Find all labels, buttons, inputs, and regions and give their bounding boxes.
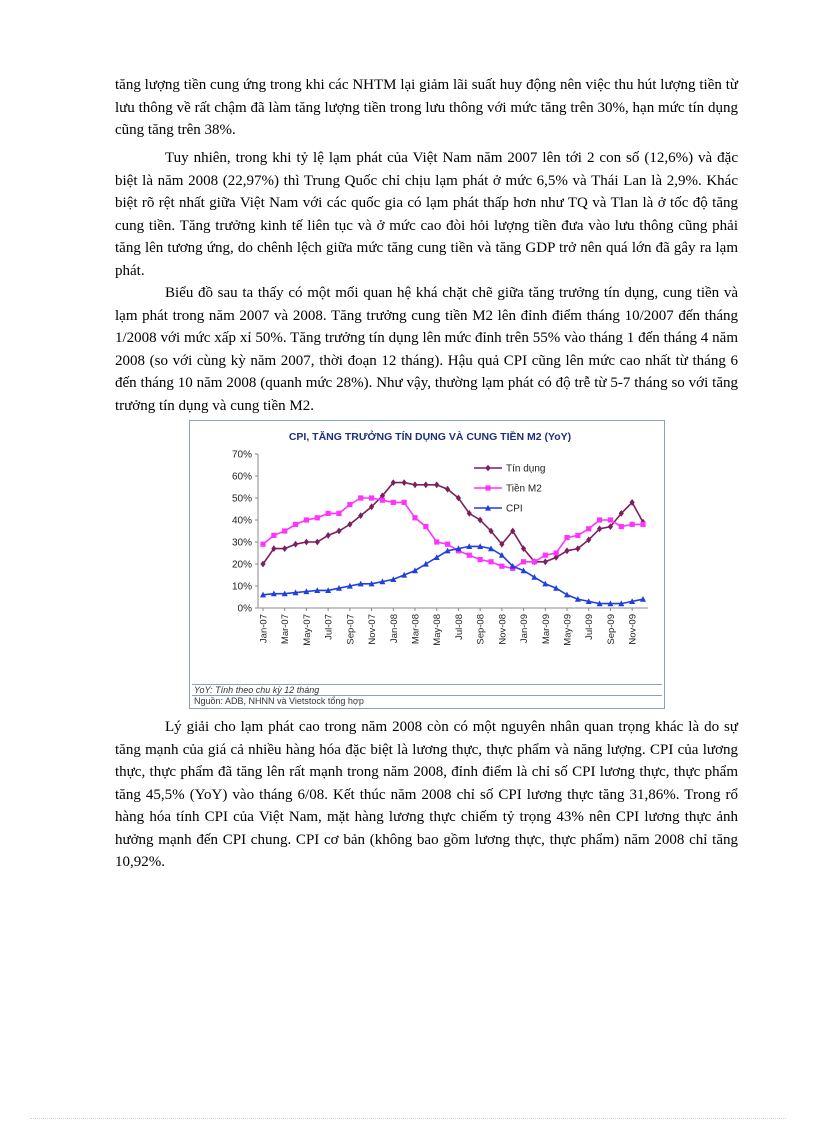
data-point-ti-n-m2 [402,500,407,505]
x-tick-label: Jul-07 [323,614,335,640]
data-point-t-n-d-ng [402,479,407,486]
data-point-ti-n-m2 [467,553,472,558]
data-point-ti-n-m2 [554,550,559,555]
data-point-t-n-d-ng [304,539,309,546]
series-line-cpi [263,546,643,603]
legend-marker-ti-n-m2 [485,485,490,490]
paragraph-2: Tuy nhiên, trong khi tỷ lệ lạm phát của Việt Nam năm 2007 lên tới 2 con số (12,6%) và đặc biệt là năm 2008 (22,97%) thì Trung Quốc chỉ chịu lạm phát ở mức 6,5% và Thái Lan là 2,9%. Khác biệt rõ rệt nhất giữa Việt Nam với các quốc gia có lạm phát thấp hơn như TQ và Tlan là ở tốc độ tăng cung tiền. Tăng trưởng kinh tế liên tục và ở mức cao đòi hỏi lượng tiền đưa vào lưu thông cũng phải tăng lên tương ứng, do chênh lệch giữa mức tăng cung tiền và tăng GDP trở nên quá lớn đã gây ra lạm phát. [115,150,738,279]
paragraph-1: tăng lượng tiền cung ứng trong khi các NHTM lại giảm lãi suất huy động nên việc thu hút lượng tiền từ lưu thông về rất chậm đã làm tăng lượng tiền trong lưu thông với mức tăng trên 30%, hạn mức tín dụng cũng tăng trên 38%. [115,77,738,138]
y-tick-label: 40% [231,515,252,527]
chart-title: CPI, TĂNG TRƯỞNG TÍN DỤNG VÀ CUNG TIỀN M2 (YoY) [288,431,572,443]
data-point-ti-n-m2 [532,559,537,564]
chart-canvas [190,421,664,683]
data-point-cpi [542,581,548,587]
data-point-t-n-d-ng [293,541,298,548]
data-point-ti-n-m2 [488,559,493,564]
series-cpi [260,543,646,606]
data-point-t-n-d-ng [336,528,341,535]
chart-source: Nguồn: ADB, NHNN và Vietstock tổng hợp [192,695,662,706]
y-tick-label: 30% [231,537,252,549]
data-point-ti-n-m2 [260,542,265,547]
x-tick-label: Nov-08 [497,614,509,645]
data-point-cpi [499,552,505,558]
data-point-ti-n-m2 [336,511,341,516]
x-tick-label: Mar-09 [540,614,552,645]
data-point-ti-n-m2 [391,500,396,505]
x-tick-label: May-09 [562,614,574,646]
data-point-t-n-d-ng [315,539,320,546]
data-point-ti-n-m2 [326,511,331,516]
chart-footer [192,684,662,707]
x-tick-label: May-08 [432,614,444,646]
paragraph-4: Lý giải cho lạm phát cao trong năm 2008 còn có một nguyên nhân quan trọng khác là do sự tăng mạnh của giá cả nhiều hàng hóa đặc biệt là lương thực, thực phẩm và năng lượng. CPI của lương thực, thực phẩm đã tăng lên rất mạnh trong năm 2008, đỉnh điểm là chỉ số CPI lương thực, thực phẩm tăng 45,5% (YoY) vào tháng 6/08. Kết thúc năm 2008 chỉ số CPI lương thực tăng 31,86%. Trong rổ hàng hóa tính CPI của Việt Nam, mặt hàng lương thực chiếm tỷ trọng 43% nên CPI lương thực ảnh hưởng mạnh đến CPI chung. CPI cơ bản (không bao gồm lương thực, thực phẩm) năm 2008 chỉ tăng 10,92%. [115,719,738,870]
data-point-ti-n-m2 [575,533,580,538]
x-tick-label: Mar-07 [280,614,292,645]
data-point-ti-n-m2 [640,522,645,527]
chart-figure [189,420,665,709]
x-tick-label: May-07 [301,614,313,646]
data-point-ti-n-m2 [304,517,309,522]
y-tick-label: 50% [231,493,252,505]
x-tick-label: Jul-08 [453,614,465,640]
x-tick-label: Nov-07 [367,614,379,645]
y-tick-labels [232,450,252,615]
data-point-t-n-d-ng [326,532,331,539]
chart-series [260,479,646,606]
x-tick-label: Nov-09 [627,614,639,645]
data-point-ti-n-m2 [564,535,569,540]
paragraph-3: Biểu đồ sau ta thấy có một mối quan hệ khá chặt chẽ giữa tăng trưởng tín dụng, cung tiền và lạm phát trong năm 2007 và 2008. Tăng trưởng cung tiền M2 lên đỉnh điểm tháng 10/2007 đến tháng 1/2008 với mức xấp xỉ 50%. Tăng trưởng tín dụng lên mức đỉnh trên 55% vào tháng 1 đến tháng 4 năm 2008 (so với cùng kỳ năm 2007, thời đoạn 12 tháng). Hậu quả CPI cũng lên mức cao nhất từ tháng 6 đến tháng 10 năm 2008 (quanh mức 28%). Như vậy, thường lạm phát có độ trễ từ 5-7 tháng so với tăng trưởng tín dụng và cung tiền M2. [115,285,738,414]
series-line-ti-n-m2 [263,498,643,568]
data-point-cpi [412,567,418,573]
data-point-cpi [531,574,537,580]
data-point-t-n-d-ng [412,481,417,488]
y-tick-label: 20% [231,559,252,571]
series-t-n-d-ng [260,479,645,567]
data-point-ti-n-m2 [380,498,385,503]
legend-label-ti-n-m2: Tiền M2 [506,483,542,495]
legend-label-cpi: CPI [506,503,523,515]
data-point-cpi [434,554,440,560]
data-point-ti-n-m2 [412,515,417,520]
x-tick-label: Jan-07 [258,614,270,644]
legend-marker-t-n-d-ng [485,465,490,472]
y-tick-label: 70% [231,449,252,461]
data-point-ti-n-m2 [445,542,450,547]
data-point-ti-n-m2 [282,528,287,533]
data-point-cpi [423,561,429,567]
chart-legend [474,464,545,515]
legend-label-t-n-d-ng: Tín dụng [506,463,546,475]
data-point-ti-n-m2 [499,564,504,569]
data-point-ti-n-m2 [315,515,320,520]
x-tick-label: Sep-09 [605,614,617,645]
data-point-ti-n-m2 [358,495,363,500]
data-point-ti-n-m2 [293,522,298,527]
data-point-t-n-d-ng [564,547,569,554]
y-tick-label: 0% [237,603,252,615]
chart-footnote: YoY: Tính theo chu kỳ 12 tháng [194,685,320,695]
data-point-t-n-d-ng [282,545,287,552]
data-point-ti-n-m2 [434,539,439,544]
x-tick-label: Sep-08 [475,614,487,645]
series-ti-n-m2 [260,495,645,571]
data-point-t-n-d-ng [423,481,428,488]
data-point-t-n-d-ng [434,481,439,488]
data-point-ti-n-m2 [347,502,352,507]
data-point-ti-n-m2 [271,533,276,538]
x-tick-label: Sep-07 [345,614,357,645]
data-point-cpi [564,592,570,598]
data-point-ti-n-m2 [369,495,374,500]
series-line-t-n-d-ng [263,483,643,564]
data-point-t-n-d-ng [543,558,548,565]
data-point-ti-n-m2 [543,553,548,558]
y-tick-label: 10% [231,581,252,593]
page-bottom-border [30,1118,786,1119]
data-point-ti-n-m2 [619,524,624,529]
data-point-ti-n-m2 [597,517,602,522]
x-tick-label: Jan-09 [519,614,531,644]
chart-axes [255,454,648,611]
data-point-ti-n-m2 [478,557,483,562]
data-point-ti-n-m2 [521,559,526,564]
y-tick-label: 60% [231,471,252,483]
data-point-ti-n-m2 [423,524,428,529]
x-tick-label: Jul-09 [584,614,596,640]
data-point-ti-n-m2 [630,522,635,527]
x-tick-label: Jan-08 [388,614,400,644]
data-point-ti-n-m2 [586,526,591,531]
data-point-ti-n-m2 [608,517,613,522]
x-tick-labels [259,614,639,646]
x-tick-label: Mar-08 [410,614,422,645]
